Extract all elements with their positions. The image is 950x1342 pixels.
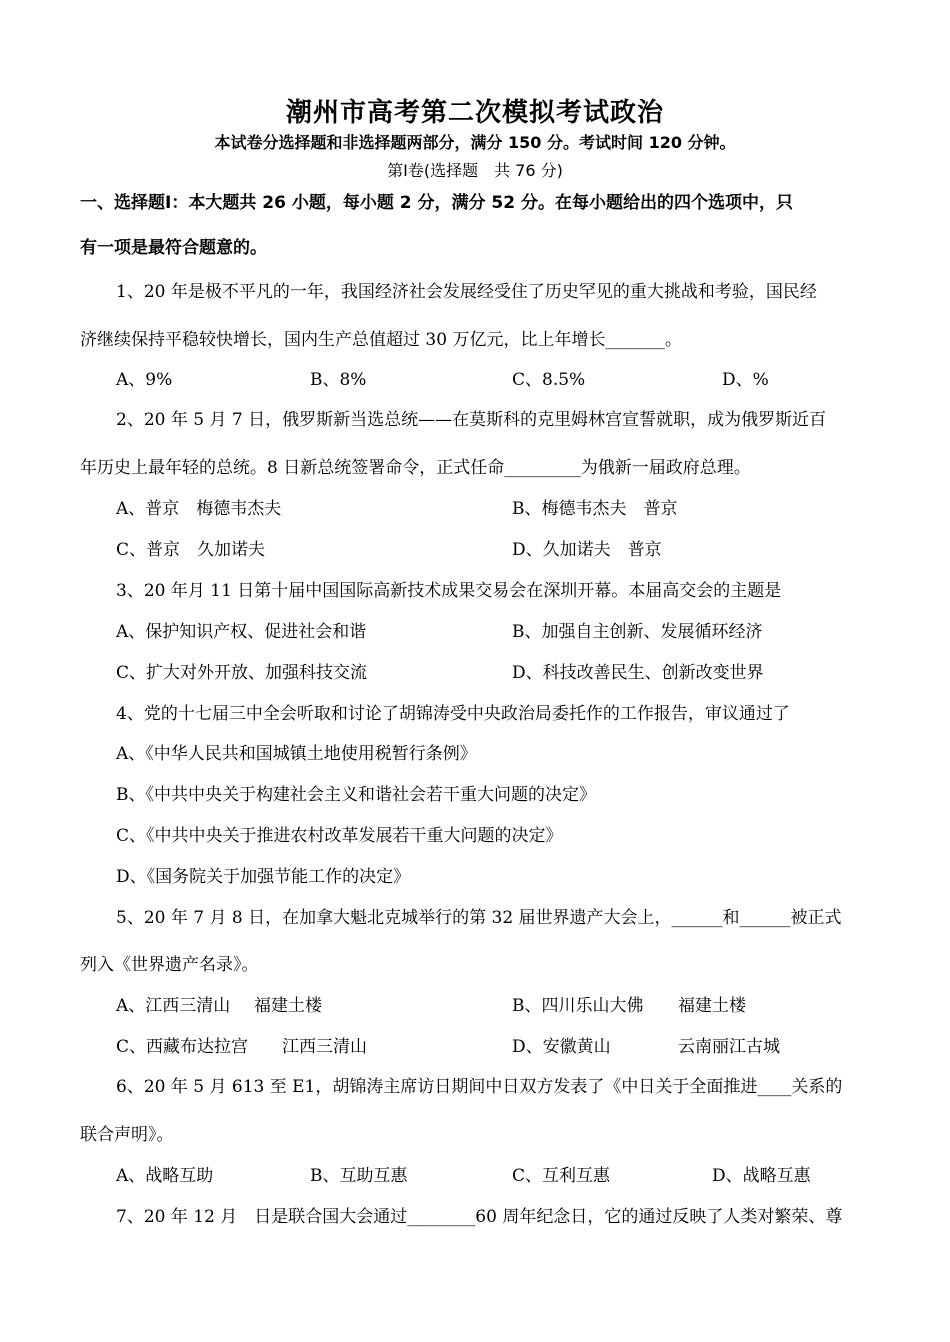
question-5-option-a-second: 福建土楼 [254, 996, 322, 1016]
question-5-option-a-first: A、江西三清山 [116, 996, 231, 1016]
question-5-option-b-first: B、四川乐山大佛 [512, 996, 644, 1016]
question-7-line-1: 7、20 年 12 月 日是联合国大会通过________60 周年纪念日，它的通过反映了人类对繁荣、尊 [116, 1207, 843, 1227]
question-1-option-a: A、9% [116, 370, 173, 390]
question-6-option-c: C、互利互惠 [512, 1166, 611, 1186]
question-1-option-c: C、8.5% [512, 370, 586, 390]
question-2-option-b: B、梅德韦杰夫 普京 [512, 499, 678, 519]
exam-subtitle: 本试卷分选择题和非选择题两部分，满分 150 分。考试时间 120 分钟。 [214, 133, 736, 152]
question-6-option-a: A、战略互助 [116, 1166, 214, 1186]
question-3-option-c: C、扩大对外开放、加强科技交流 [116, 663, 368, 683]
question-3-option-d: D、科技改善民生、创新改变世界 [512, 663, 764, 683]
section-instruction-line-2: 有一项是最符合题意的。 [80, 238, 267, 258]
question-5-line-2: 列入《世界遗产名录》。 [80, 955, 259, 975]
question-4-option-d: D、《国务院关于加强节能工作的决定》 [116, 867, 411, 887]
question-2-line-1: 2、20 年 5 月 7 日，俄罗斯新当选总统——在莫斯科的克里姆林宫宣誓就职，成为俄罗斯近百 [116, 410, 827, 430]
question-2-option-c: C、普京 久加诺夫 [116, 540, 266, 560]
question-4-option-c: C、《中共中央关于推进农村改革发展若干重大问题的决定》 [116, 826, 563, 846]
volume-heading: 第Ⅰ卷(选择题 共 76 分) [387, 161, 563, 180]
question-5-option-c-second: 江西三清山 [282, 1037, 367, 1057]
question-2-option-a: A、普京 梅德韦杰夫 [116, 499, 282, 519]
question-5-line-1: 5、20 年 7 月 8 日，在加拿大魁北克城举行的第 32 届世界遗产大会上，______和______被正式 [116, 908, 842, 928]
question-5-option-d-first: D、安徽黄山 [512, 1037, 611, 1057]
question-3-line-1: 3、20 年月 11 日第十届中国国际高新技术成果交易会在深圳开幕。本届高交会的主题是 [116, 581, 782, 601]
question-6-line-2: 联合声明》。 [80, 1125, 174, 1145]
question-5-option-c-first: C、西藏布达拉宫 [116, 1037, 249, 1057]
question-4-option-a: A、《中华人民共和国城镇土地使用税暂行条例》 [116, 744, 477, 764]
section-instruction-line-1: 一、选择题Ⅰ：本大题共 26 小题，每小题 2 分，满分 52 分。在每小题给出的四个选项中，只 [80, 193, 793, 213]
question-6-line-1: 6、20 年 5 月 613 至 E1，胡锦涛主席访日期间中日双方发表了《中日关于全面推进____关系的 [116, 1077, 843, 1097]
question-5-option-d-second: 云南丽江古城 [678, 1037, 780, 1057]
question-6-option-b: B、互助互惠 [310, 1166, 408, 1186]
question-6-option-d: D、战略互惠 [712, 1166, 811, 1186]
question-1-line-1: 1、20 年是极不平凡的一年，我国经济社会发展经受住了历史罕见的重大挑战和考验，国民经 [116, 282, 817, 302]
question-2-option-d: D、久加诺夫 普京 [512, 540, 662, 560]
question-5-option-b-second: 福建土楼 [678, 996, 746, 1016]
question-1-option-b: B、8% [310, 370, 367, 390]
question-1-line-2: 济继续保持平稳较快增长，国内生产总值超过 30 万亿元，比上年增长_______。 [80, 330, 682, 350]
question-1-option-d: D、% [722, 370, 769, 390]
question-4-line-1: 4、党的十七届三中全会听取和讨论了胡锦涛受中央政治局委托作的工作报告，审议通过了 [116, 704, 790, 724]
question-4-option-b: B、《中共中央关于构建社会主义和谐社会若干重大问题的决定》 [116, 785, 596, 805]
question-3-option-b: B、加强自主创新、发展循环经济 [512, 622, 763, 642]
question-2-line-2: 年历史上最年轻的总统。8 日新总统签署命令，正式任命_________为俄新一届政府总理。 [80, 458, 751, 478]
question-3-option-a: A、保护知识产权、促进社会和谐 [116, 622, 367, 642]
exam-title: 潮州市高考第二次模拟考试政治 [285, 98, 664, 128]
